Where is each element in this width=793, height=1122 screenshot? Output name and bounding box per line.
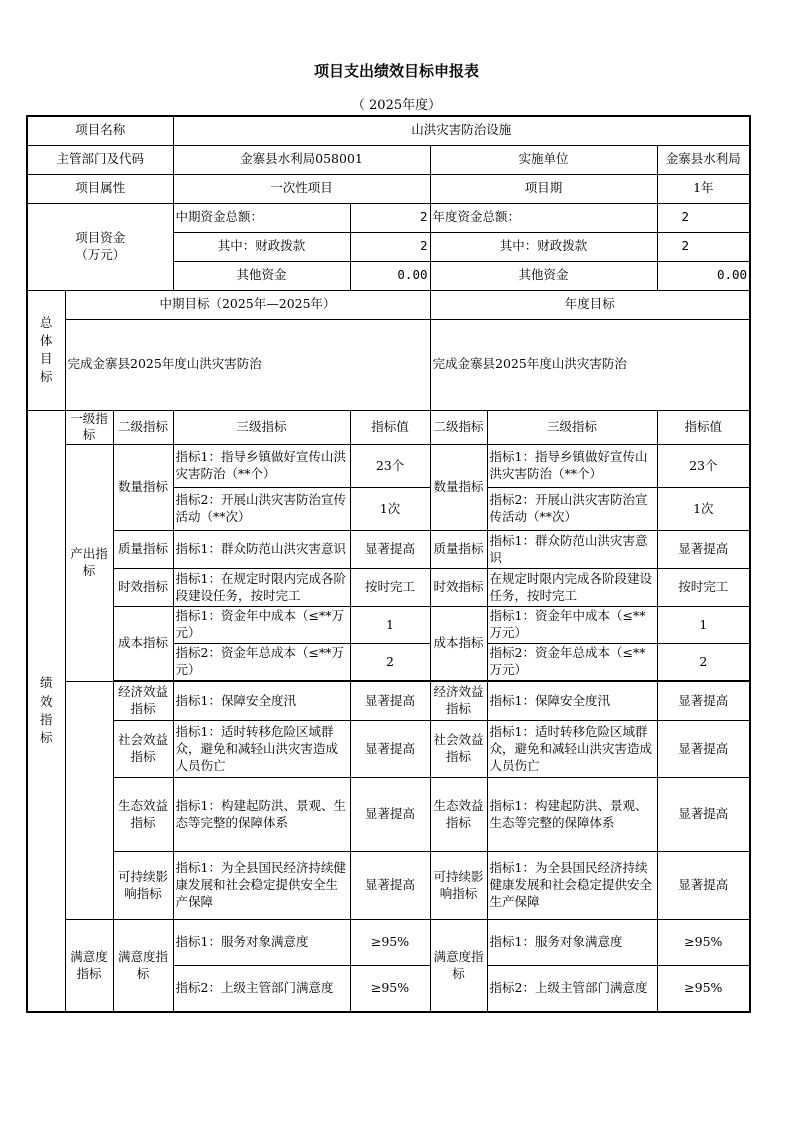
- social-indicator-1-right: 指标1：适时转移危险区域群众，避免和减轻山洪灾害造成人员伤亡: [487, 721, 657, 778]
- quality-value-1-right: 显著提高: [657, 531, 750, 569]
- header-level2: 二级指标: [113, 410, 173, 445]
- fiscal-year: （ 2025年度）: [351, 98, 442, 113]
- econ-indicator-1-right: 指标1：保障安全度汛: [487, 682, 657, 721]
- overall-goal-char: 总: [39, 314, 53, 330]
- social-value-1-right: 显著提高: [657, 721, 750, 778]
- cost-value-2: 2: [350, 644, 430, 681]
- header-level2-right: 二级指标: [430, 410, 487, 445]
- eco-value-1-right: 显著提高: [657, 778, 750, 852]
- cost-indicator-2: 指标2：资金年总成本（≤**万元）: [173, 644, 350, 681]
- eco-label: 生态效益指标: [113, 778, 173, 852]
- satisfaction-value-1-right: ≥95%: [657, 920, 750, 966]
- time-indicator-1: 指标1：在规定时限内完成各阶段建设任务，按时完工: [173, 569, 350, 607]
- fund-label-line1: 项目资金: [75, 229, 126, 245]
- quality-label-right: 质量指标: [430, 531, 487, 569]
- attr-label: 项目属性: [27, 174, 173, 203]
- sustain-indicator-1-right: 指标1：为全县国民经济持续健康发展和社会稳定提供安全生产保障: [487, 852, 657, 920]
- year-total-label: 年度资金总额：: [430, 203, 657, 232]
- time-label: 时效指标: [113, 569, 173, 607]
- period-label: 项目期: [430, 174, 657, 203]
- satisfaction-value-2-right: ≥95%: [657, 966, 750, 1012]
- cost-indicator-2-right: 指标2：资金年总成本（≤**万元）: [487, 644, 657, 681]
- overall-goal-char: 体: [39, 332, 53, 348]
- mid-other-value: 0.00: [350, 261, 430, 290]
- econ-value-1-right: 显著提高: [657, 682, 750, 721]
- cost-indicator-1: 指标1：资金年中成本（≤**万元）: [173, 607, 350, 644]
- overall-goal-char: 标: [39, 369, 53, 385]
- quantity-indicator-1-right: 指标1：指导乡镇做好宣传山洪灾害防治（**个）: [487, 445, 657, 488]
- quantity-label: 数量指标: [113, 445, 173, 531]
- eco-indicator-1: 指标1：构建起防洪、景观、生态等完整的保障体系: [173, 778, 350, 852]
- econ-label: 经济效益指标: [113, 682, 173, 721]
- dept-label: 主管部门及代码: [27, 145, 173, 174]
- cost-label: 成本指标: [113, 607, 173, 681]
- social-label: 社会效益指标: [113, 721, 173, 778]
- time-indicator-1-right: 在规定时限内完成各阶段建设任务，按时完工: [487, 569, 657, 607]
- impl-label: 实施单位: [430, 145, 657, 174]
- quality-indicator-1-right: 指标1：群众防范山洪灾害意识: [487, 531, 657, 569]
- performance-label: [27, 410, 65, 1012]
- quality-label: 质量指标: [113, 531, 173, 569]
- output-indicator-label: 产出指标: [65, 445, 113, 682]
- time-value-1-right: 按时完工: [657, 569, 750, 607]
- quantity-indicator-2: 指标2：开展山洪灾害防治宣传活动（**次）: [173, 488, 350, 531]
- social-indicator-1: 指标1：适时转移危险区域群众，避免和减轻山洪灾害造成人员伤亡: [173, 721, 350, 778]
- year-other-value: 0.00: [657, 261, 750, 290]
- mid-fiscal-label: 其中：财政拨款: [173, 232, 350, 261]
- mid-fiscal-value: 2: [350, 232, 430, 261]
- cost-value-1-right: 1: [657, 607, 750, 644]
- satisfaction-indicator-1-right: 指标1：服务对象满意度: [487, 920, 657, 966]
- header-level1: 一级指标: [65, 410, 113, 445]
- cost-indicator-1-right: 指标1：资金年中成本（≤**万元）: [487, 607, 657, 644]
- period-value: 1年: [657, 174, 750, 203]
- satisfaction-indicator-2-right: 指标2：上级主管部门满意度: [487, 966, 657, 1012]
- eco-label-right: 生态效益指标: [430, 778, 487, 852]
- quality-value-1: 显著提高: [350, 531, 430, 569]
- performance-char: 效: [39, 693, 53, 709]
- performance-char: 标: [39, 729, 53, 745]
- mid-total-label: 中期资金总额：: [173, 203, 350, 232]
- sustain-label: 可持续影响指标: [113, 852, 173, 920]
- header-value: 指标值: [350, 410, 430, 445]
- econ-label-right: 经济效益指标: [430, 682, 487, 721]
- cost-value-2-right: 2: [657, 644, 750, 681]
- mid-other-label: 其他资金: [173, 261, 350, 290]
- attr-value: 一次性项目: [173, 174, 430, 203]
- satisfaction-indicator-1: 指标1：服务对象满意度: [173, 920, 350, 966]
- econ-indicator-1: 指标1：保障安全度汛: [173, 682, 350, 721]
- header-level3-right: 三级指标: [487, 410, 657, 445]
- fund-label-line2: （万元）: [75, 246, 126, 262]
- header-level3: 三级指标: [173, 410, 350, 445]
- social-label-right: 社会效益指标: [430, 721, 487, 778]
- cost-value-1: 1: [350, 607, 430, 644]
- performance-char: 指: [39, 711, 53, 727]
- project-name-label: 项目名称: [27, 116, 173, 145]
- mid-total-value: 2: [350, 203, 430, 232]
- year-fiscal-value: 2: [657, 232, 750, 261]
- satisfaction-value-2: ≥95%: [350, 966, 430, 1012]
- time-label-right: 时效指标: [430, 569, 487, 607]
- year-fiscal-label: 其中：财政拨款: [430, 232, 657, 261]
- quantity-value-1-right: 23个: [657, 445, 750, 488]
- impl-value: 金寨县水利局: [657, 145, 750, 174]
- overall-goal-label: [27, 290, 65, 410]
- satisfaction-indicator-2: 指标2：上级主管部门满意度: [173, 966, 350, 1012]
- benefit-indicator-label: [65, 682, 113, 920]
- quantity-value-2-right: 1次: [657, 488, 750, 531]
- sustain-label-right: 可持续影响指标: [430, 852, 487, 920]
- time-value-1: 按时完工: [350, 569, 430, 607]
- header-value-right: 指标值: [657, 410, 750, 445]
- year-total-value: 2: [657, 203, 750, 232]
- satisfaction-level2-right: 满意度指标: [430, 920, 487, 1012]
- cost-label-right: 成本指标: [430, 607, 487, 681]
- overall-goal-char: 目: [39, 351, 53, 366]
- satisfaction-value-1: ≥95%: [350, 920, 430, 966]
- eco-value-1: 显著提高: [350, 778, 430, 852]
- performance-char: 绩: [39, 675, 53, 691]
- quality-indicator-1: 指标1：群众防范山洪灾害意识: [173, 531, 350, 569]
- satisfaction-level1: 满意度指标: [65, 920, 113, 1012]
- performance-table: [26, 115, 751, 1013]
- page-title: 项目支出绩效目标申报表: [313, 62, 479, 80]
- sustain-indicator-1: 指标1：为全县国民经济持续健康发展和社会稳定提供安全生产保障: [173, 852, 350, 920]
- quantity-indicator-2-right: 指标2：开展山洪灾害防治宣传活动（**次）: [487, 488, 657, 531]
- econ-value-1: 显著提高: [350, 682, 430, 721]
- year-other-label: 其他资金: [430, 261, 657, 290]
- dept-value: 金寨县水利局058001: [173, 145, 430, 174]
- quantity-indicator-1: 指标1：指导乡镇做好宣传山洪灾害防治（**个）: [173, 445, 350, 488]
- year-goal-header: 年度目标: [430, 290, 750, 319]
- quantity-value-1: 23个: [350, 445, 430, 488]
- sustain-value-1: 显著提高: [350, 852, 430, 920]
- project-name: 山洪灾害防治设施: [173, 116, 750, 145]
- mid-goal-header: 中期目标（2025年—2025年）: [65, 290, 430, 319]
- quantity-label-right: 数量指标: [430, 445, 487, 531]
- social-value-1: 显著提高: [350, 721, 430, 778]
- sustain-value-1-right: 显著提高: [657, 852, 750, 920]
- eco-indicator-1-right: 指标1：构建起防洪、景观、生态等完整的保障体系: [487, 778, 657, 852]
- satisfaction-level2: 满意度指标: [113, 920, 173, 1012]
- year-goal-text: 完成金寨县2025年度山洪灾害防治: [430, 319, 750, 410]
- quantity-value-2: 1次: [350, 488, 430, 531]
- mid-goal-text: 完成金寨县2025年度山洪灾害防治: [65, 319, 430, 410]
- fund-label: [27, 203, 173, 290]
